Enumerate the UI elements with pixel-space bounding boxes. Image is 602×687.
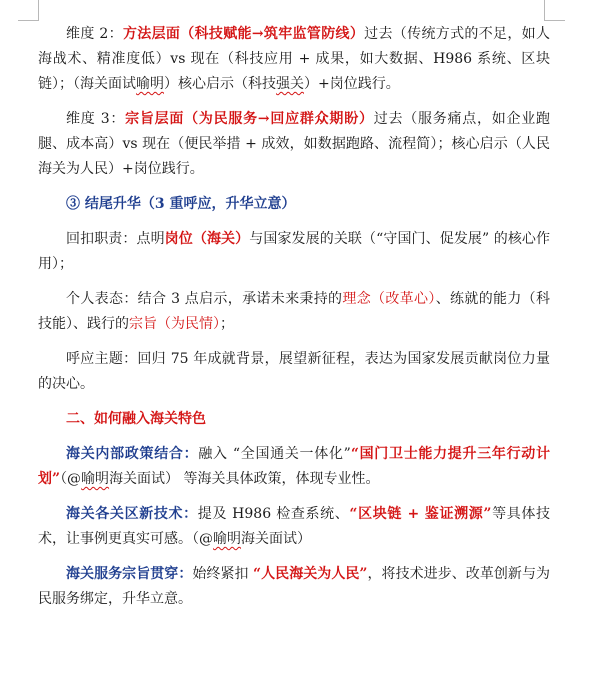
- new-technology-highlight: “区块链 + 鉴证溯源”: [349, 506, 492, 522]
- paragraph-internal-policy: [38, 442, 550, 492]
- crop-mark-top-right: [544, 0, 565, 21]
- dimension-3-title: 宗旨层面（为民服务→回应群众期盼）: [125, 111, 374, 127]
- statement-mid: 、练就的能力（科技能）、践行的: [38, 291, 551, 332]
- dimension-3-lead: 维度 3：: [66, 111, 126, 127]
- paragraph-dimension-2: [38, 22, 550, 97]
- dimension-2-body-3: ）+岗位践行。: [304, 76, 400, 92]
- service-purpose-highlight: “人民海关为人民”: [253, 566, 368, 582]
- crop-mark-top-left: [18, 0, 39, 21]
- statement-end: ；: [220, 316, 234, 332]
- new-technology-body-1: 提及 H986 检查系统、: [197, 506, 350, 522]
- service-purpose-body-1: 始终紧扣: [192, 566, 254, 582]
- statement-lead: 个人表态：结合 3 点启示，承诺未来秉持的: [66, 291, 343, 307]
- service-purpose-label: 海关服务宗旨贯穿：: [66, 566, 193, 582]
- internal-policy-label: 海关内部政策结合：: [66, 446, 199, 462]
- document-body: [38, 22, 550, 612]
- paragraph-echo-theme: 呼应主题：回归 75 年成就背景，展望新征程，表达为国家发展贡献岗位力量的决心。: [38, 351, 550, 392]
- dimension-2-lead: 维度 2：: [66, 26, 123, 42]
- paragraph-dimension-3: [38, 107, 550, 182]
- statement-highlight-1: 理念（改革心）: [342, 291, 436, 307]
- dimension-2-body-1: 过去（传统方式的不足，如人海战术、精准度低）vs 现在（科技应用 + 成果，如大数据、H986 系统、区块链）；（海关面试: [38, 26, 551, 92]
- new-technology-underlined: 喻明: [213, 531, 241, 547]
- internal-policy-body-3: 海关面试） 等海关具体政策，体现专业性。: [109, 471, 380, 487]
- internal-policy-body-2: （@: [60, 471, 82, 487]
- internal-policy-underlined: 喻明: [81, 471, 110, 487]
- paragraph-new-technology: [38, 502, 550, 552]
- dimension-2-title: 方法层面（科技赋能→筑牢监管防线）: [122, 26, 365, 42]
- new-technology-label: 海关各关区新技术：: [66, 506, 198, 522]
- new-technology-body-3: 海关面试）: [241, 531, 311, 547]
- dimension-2-body-2: ）核心启示（科技: [164, 76, 276, 92]
- paragraph-echo-duty: [38, 227, 550, 277]
- section-heading-customs-features: 二、如何融入海关特色: [66, 411, 206, 427]
- statement-highlight-2: 宗旨（为民情）: [129, 316, 220, 332]
- echo-duty-body: 与国家发展的关联（“守国门、促发展” 的核心作用）；: [38, 231, 551, 272]
- paragraph-service-purpose: [38, 562, 550, 612]
- paragraph-personal-statement: [38, 287, 550, 337]
- dimension-3-body: 过去（服务痛点，如企业跑腿、成本高）vs 现在（便民举措 + 成效，如数据跑路、流程简）；核心启示（人民海关为人民）+岗位践行。: [38, 111, 551, 177]
- heading-conclusion: ③ 结尾升华（3 重呼应，升华立意）: [66, 196, 296, 212]
- dimension-2-underlined-1: 喻明: [136, 76, 164, 92]
- internal-policy-body-1: 融入 “全国通关一体化”: [198, 446, 351, 462]
- service-purpose-body-2: ，将技术进步、改革创新与为民服务绑定，升华立意。: [38, 566, 551, 607]
- echo-duty-highlight: 岗位（海关）: [164, 231, 250, 247]
- internal-policy-highlight: “国门卫士能力提升三年行动计划”: [38, 446, 551, 487]
- new-technology-body-2: 等具体技术，让事例更真实可感。（@: [38, 506, 551, 547]
- dimension-2-underlined-2: 强关: [276, 76, 304, 92]
- echo-duty-lead: 回扣职责：点明: [66, 231, 165, 247]
